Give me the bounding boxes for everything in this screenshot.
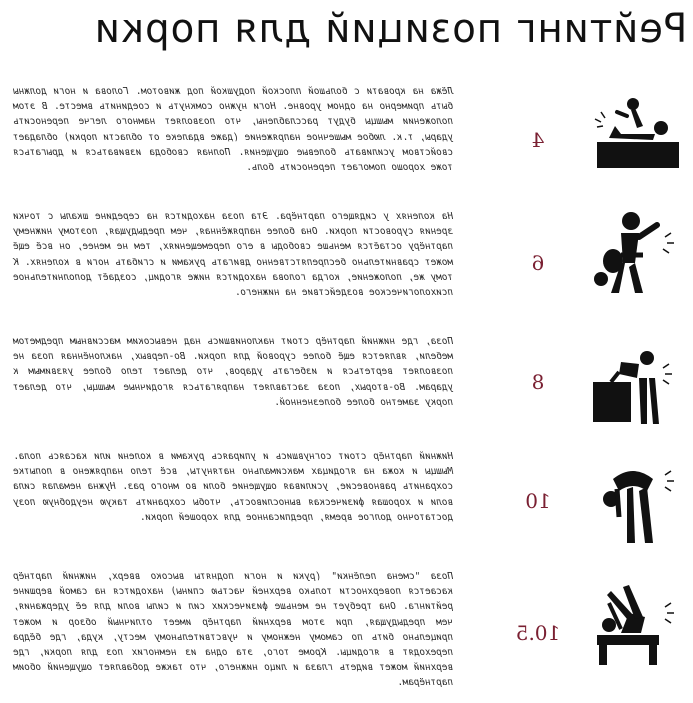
score: 8 xyxy=(531,370,545,394)
description: На коленях у сидящего партнёра. Эта поза находится на середине шкалы с точки зрения суровости порки. Она более напряжённая, чем предыдущая, поэтому нижнему партнёру остаётся меньше свободы в его перемещениях, тем не менее, он всё ещё может сравнительно беспрепятственно двигать руками и сгибать ноги в коленях. К тому же, положение, когда голова находится ниже ягодиц, создаёт дополнительное психологическое воздействие на нижнего. xyxy=(13,211,453,299)
score: 4 xyxy=(531,128,545,152)
description: Поза "смена пелёнки" (руки и ноги подняты высоко вверх, нижний партнёр касается поверхности только верхней частью спины) находится на самой вершине рейтинга. Она требует не меньше физических сил и силы воли для её удержания, чем предыдущая, при этом верхний партнёр имеет отличный обзор и может прицельно бить по самому нежному и чувствительному месту, куда, где бёдра переходят в ягодицы. Кроме того, эта одна из немногих поз для порки, где верхний может видеть глаза и лицо нижнего, что также добавляет ощущений обоим партнёрам. xyxy=(13,571,453,689)
bent-over-standing-icon xyxy=(588,457,683,547)
lying-spanking-icon xyxy=(588,90,683,180)
bent-over-table-icon xyxy=(588,338,683,428)
page-title: Рейтинг позиций для порки xyxy=(93,6,688,52)
description: Нижний партнёр стоит согнувшись и упираясь руками в колени или касаясь пола. Мышцы и кожа на ягодицах максимально натянуты, всё тело напряжено в попытке сохранить равновесие, усиливая ощущение боли во много раз. Нужна немалая сила воли и хорошая физическая выносливость, чтобы сохранить такую неудобную позу достаточно долгое время, предписанное для хорошей порки. xyxy=(13,451,453,523)
diaper-position-icon xyxy=(588,577,683,667)
score: 10 xyxy=(525,489,551,513)
description: Лёжа на кровати с большой плоской подушкой под животом. Голова и ноги должны быть примерно на одном уровне. Ноги нужно сомкнуть и соединить вместе. В этом положении мышцы будут расслаблены, что позволяет намного легче переносить удары, т.к. любое мышечное напряжение (даже вдалеке от области порки) обладает свойством усиливать болевые ощущения. Полная свобода извиваться и дрыгаться тоже хорошо помогает переносить боль. xyxy=(13,86,453,174)
score: 6 xyxy=(531,251,545,275)
description: Поза, где нижний партнёр стоит наклонившись над невысоким массивным предметом мебели, является ещё более суровой для порки. Во-первых, наклонённая поза не позволяет вертеться и избегать ударов, что делает тело более уязвимым к ударам. Во-вторых, поза заставляет напрягаться ягодичные мышцы, что делает порку заметно более болезненной. xyxy=(13,336,453,408)
score: 10.5 xyxy=(515,621,561,645)
over-knee-spanking-icon xyxy=(588,207,683,297)
